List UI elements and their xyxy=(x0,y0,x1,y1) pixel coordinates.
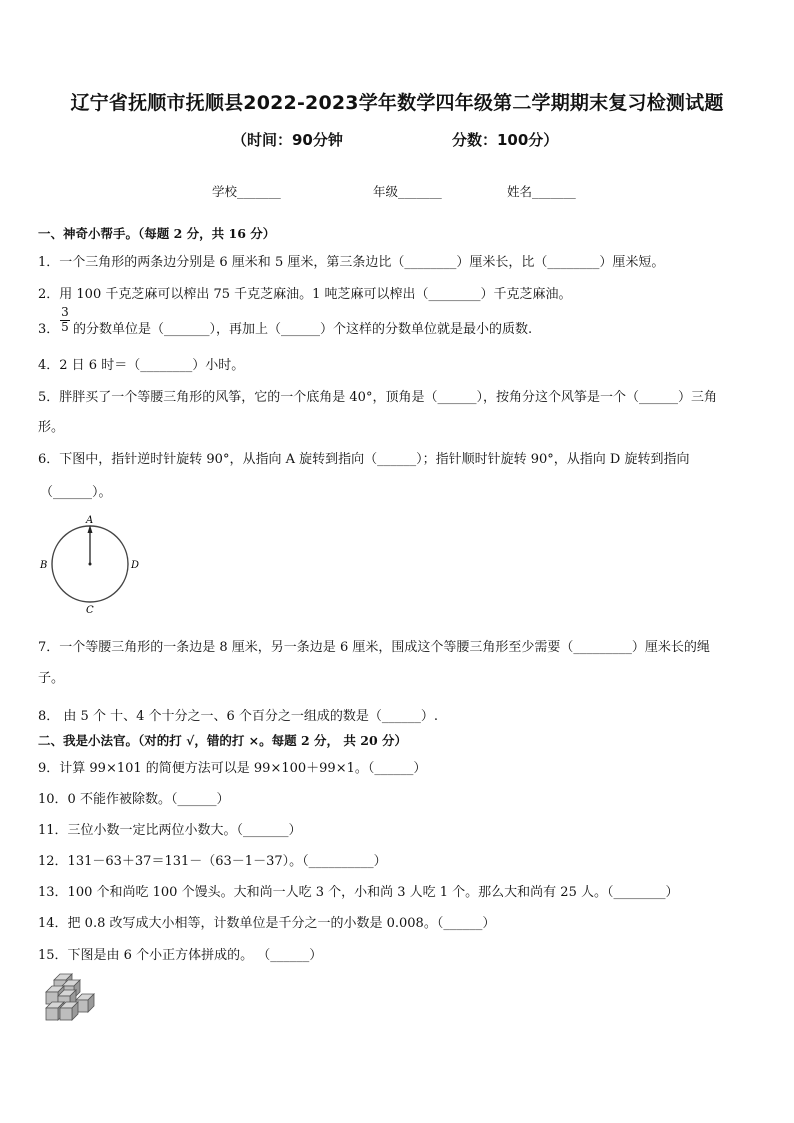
question-11: 11．三位小数一定比两位小数大。（_______） xyxy=(38,823,302,838)
question-3-prefix: 3． xyxy=(38,322,60,337)
clock-diagram xyxy=(36,512,146,622)
question-6-line-1: 6．下图中，指针逆时针旋转 90°，从指向 A 旋转到指向（______）；指针顺时针旋转 90°，从指向 D 旋转到指向 xyxy=(38,452,690,467)
grade-field[interactable]: 年级_______ xyxy=(373,184,442,199)
exam-title: 辽宁省抚顺市抚顺县2022-2023学年数学四年级第二学期期末复习检测试题 xyxy=(70,92,724,114)
fraction-3-5 xyxy=(60,306,70,334)
question-15: 15．下图是由 6 个小正方体拼成的。 （______） xyxy=(38,948,323,963)
section-1-heading: 一、神奇小帮手。（每题 2 分，共 16 分） xyxy=(38,226,276,241)
question-14: 14．把 0.8 改写成大小相等，计数单位是千分之一的小数是 0.008。（______） xyxy=(38,916,496,931)
question-3: 的分数单位是（_______），再加上（______）个这样的分数单位就是最小的质数. xyxy=(73,322,533,337)
time-label: （时间：90分钟 xyxy=(232,131,343,149)
question-4: 4．2 日 6 时＝（________）小时。 xyxy=(38,358,245,373)
question-7-line-1: 7．一个等腰三角形的一条边是 8 厘米，另一条边是 6 厘米，围成这个等腰三角形至少需要（_________）厘米长的绳 xyxy=(38,640,710,655)
cube xyxy=(76,994,94,1012)
label-d: D xyxy=(131,560,140,571)
question-5-line-1: 5．胖胖买了一个等腰三角形的风筝，它的一个底角是 40°，顶角是（______），按角分这个风筝是一个（______）三角 xyxy=(38,390,717,405)
question-13: 13．100 个和尚吃 100 个馒头。大和尚一人吃 3 个，小和尚 3 人吃 1 个。那么大和尚有 25 人。（________） xyxy=(38,885,679,900)
label-c: C xyxy=(86,605,94,616)
score-label: 分数：100分） xyxy=(452,131,559,149)
fraction-numerator: 3 xyxy=(61,305,69,319)
question-8: 8． 由 5 个 十、4 个十分之一、6 个百分之一组成的数是（______）. xyxy=(38,709,439,724)
question-7-line-2: 子。 xyxy=(38,671,65,686)
clock-center xyxy=(89,563,92,566)
name-field[interactable]: 姓名_______ xyxy=(507,184,576,199)
question-10: 10．0 不能作被除数。（______） xyxy=(38,792,230,807)
label-b: B xyxy=(40,560,48,571)
question-6-line-2: （______）。 xyxy=(40,485,112,500)
question-1: 1．一个三角形的两条边分别是 6 厘米和 5 厘米，第三条边比（________）厘米长，比（________）厘米短。 xyxy=(38,255,665,270)
question-2: 2．用 100 千克芝麻可以榨出 75 千克芝麻油。1 吨芝麻可以榨出（________）千克芝麻油。 xyxy=(38,287,572,302)
school-field[interactable]: 学校_______ xyxy=(212,184,281,199)
question-12: 12．131－63＋37＝131－（63－1－37）。（__________） xyxy=(38,854,387,869)
question-5-line-2: 形。 xyxy=(38,420,65,435)
question-9: 9．计算 99×101 的简便方法可以是 99×100＋99×1。（______） xyxy=(38,761,427,776)
fraction-denominator: 5 xyxy=(61,320,69,334)
label-a: A xyxy=(86,515,94,526)
cube-stack-figure xyxy=(42,970,104,1026)
section-2-heading: 二、我是小法官。（对的打 √，错的打 ×。每题 2 分， 共 20 分） xyxy=(38,733,407,748)
